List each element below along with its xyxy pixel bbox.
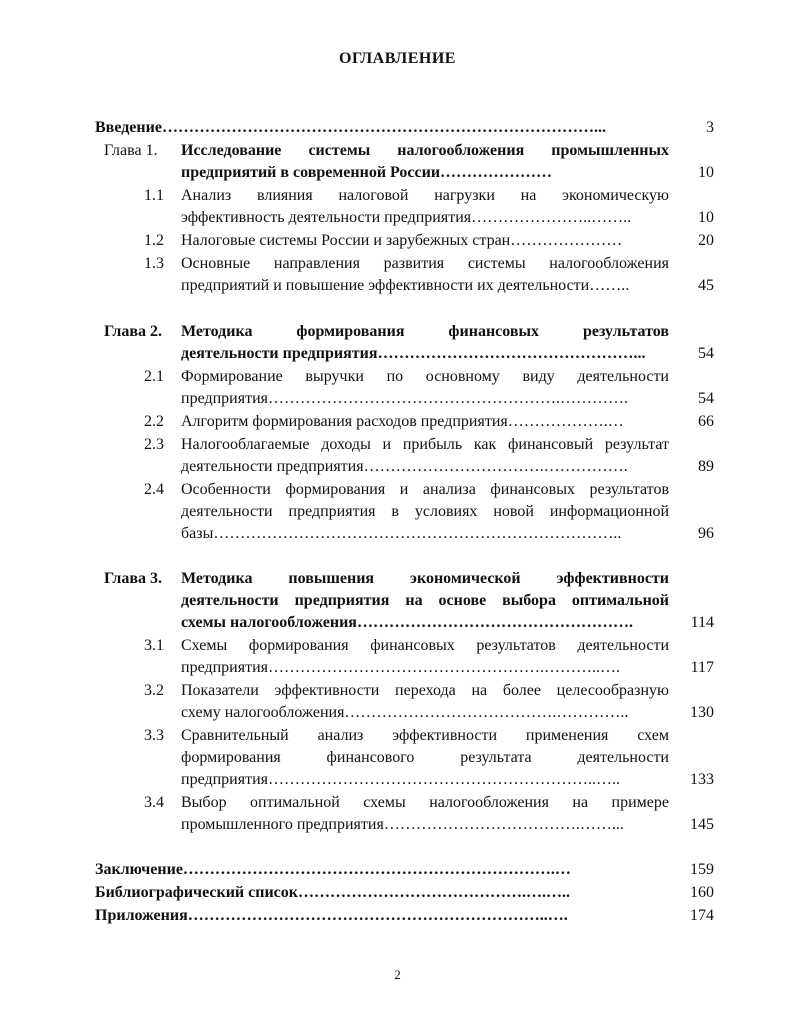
section-title-cont: формирования финансового результата деятельности — [181, 749, 669, 766]
section-title: Особенности формирования и анализа финансовых результатов — [181, 481, 669, 498]
section-title-cont: предприятия…………………………………………….………..…. — [181, 659, 620, 676]
section-number: 1.1 — [144, 187, 164, 204]
section-title: Налогооблагаемые доходы и прибыль как финансовый результат — [181, 436, 669, 453]
section-title: Основные направления развития системы налогообложения — [181, 255, 669, 272]
section-number: 3.2 — [144, 682, 164, 699]
toc-entry-appendix: Приложения…………………………………………………………..…. — [95, 907, 568, 924]
toc-page-number: 133 — [690, 771, 714, 788]
page-title: ОГЛАВЛЕНИЕ — [339, 50, 456, 67]
chapter-title-cont: предприятий в современной России………………… — [181, 164, 553, 181]
chapter-title-cont: деятельности предприятия…………………………………………... — [181, 345, 646, 362]
chapter-title: Исследование системы налогообложения промышленных — [181, 142, 669, 159]
section-title-cont: предприятия……………………………………………………..….. — [181, 771, 620, 788]
toc-page-number: 66 — [698, 413, 714, 430]
toc-page-number: 159 — [690, 861, 714, 878]
section-title-cont: базы………………………………………………………………….. — [181, 525, 622, 542]
toc-page-number: 114 — [690, 614, 714, 631]
toc-entry-conclusion: Заключение…………………………………………………………….… — [95, 861, 571, 878]
toc-page-number: 54 — [698, 390, 714, 407]
chapter-title: Методика формирования финансовых результатов — [181, 323, 669, 340]
section-title: Выбор оптимальной схемы налогообложения на примере — [181, 794, 669, 811]
toc-page-number: 45 — [698, 277, 714, 294]
toc-page-number: 20 — [698, 232, 714, 249]
section-title-cont: деятельности предприятия…………………………….……………. — [181, 458, 628, 475]
section-title-cont: предприятий и повышение эффективности их деятельности…….. — [181, 277, 630, 294]
section-title-cont: промышленного предприятия……………………………….……... — [181, 816, 624, 833]
section-number: 3.3 — [144, 727, 164, 744]
section-number: 1.2 — [144, 232, 164, 249]
toc-page-number: 3 — [706, 119, 714, 136]
section-title: Показатели эффективности перехода на более целесообразную — [181, 682, 669, 699]
chapter-title-cont: деятельности предприятия на основе выбора оптимальной — [181, 592, 669, 609]
section-number: 3.1 — [144, 637, 164, 654]
toc-page-number: 89 — [698, 458, 714, 475]
toc-page-number: 10 — [698, 164, 714, 181]
toc-entry-text: Введение………………………………………………………………………... — [95, 119, 606, 136]
toc-page-number: 174 — [690, 907, 714, 924]
section-title: Алгоритм формирования расходов предприятия……………….… — [181, 413, 624, 430]
chapter-title-cont: схемы налогообложения……………………………………………. — [181, 614, 633, 631]
chapter-label: Глава 2. — [104, 323, 162, 340]
section-title-cont: предприятия……………………………………………….…………. — [181, 390, 628, 407]
section-title: Налоговые системы России и зарубежных стран………………… — [181, 232, 623, 249]
section-number: 2.1 — [144, 368, 164, 385]
toc-page-number: 96 — [698, 525, 714, 542]
toc-page-number: 117 — [690, 659, 714, 676]
section-title: Схемы формирования финансовых результатов деятельности — [181, 637, 669, 654]
toc-page-number: 145 — [690, 816, 714, 833]
section-number: 1.3 — [144, 255, 164, 272]
chapter-label: Глава 3. — [104, 570, 162, 587]
page-number: 2 — [394, 967, 401, 982]
section-title-cont: схему налогообложения………………………………….………….. — [181, 704, 629, 721]
chapter-label: Глава 1. — [104, 142, 158, 159]
toc-page-number: 130 — [690, 704, 714, 721]
section-title-cont: эффективность деятельности предприятия…………………..…….. — [181, 209, 632, 226]
section-title: Сравнительный анализ эффективности применения схем — [181, 727, 669, 744]
section-title: Формирование выручки по основному виду деятельности — [181, 368, 669, 385]
chapter-title: Методика повышения экономической эффективности — [181, 570, 669, 587]
section-title-cont: деятельности предприятия в условиях новой информационной — [181, 503, 669, 520]
section-number: 2.2 — [144, 413, 164, 430]
section-number: 2.3 — [144, 436, 164, 453]
toc-page-number: 54 — [698, 345, 714, 362]
toc-entry-bibliography: Библиографический список…………………………………….….….. — [95, 884, 570, 901]
section-title: Анализ влияния налоговой нагрузки на экономическую — [181, 187, 669, 204]
toc-page-number: 160 — [690, 884, 714, 901]
section-number: 3.4 — [144, 794, 164, 811]
section-number: 2.4 — [144, 481, 164, 498]
toc-page-number: 10 — [698, 209, 714, 226]
